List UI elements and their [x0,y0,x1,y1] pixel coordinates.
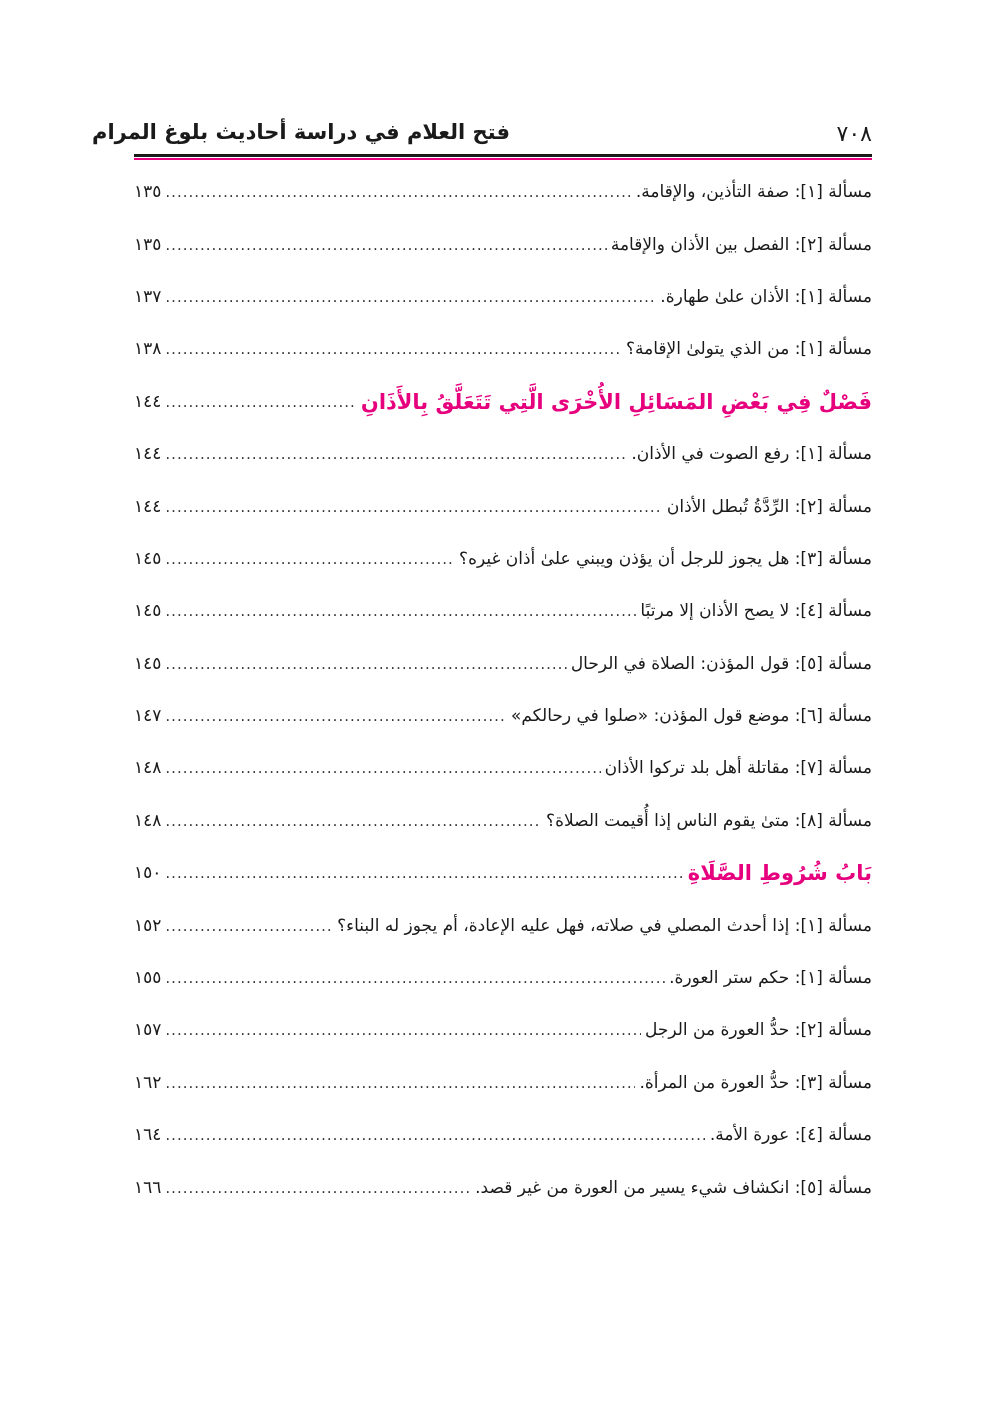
entry-title: مسألة [٧]: مقاتلة أهل بلد تركوا الأذان [604,758,872,779]
header-accent-rule [134,158,872,160]
entry-page-number: ١٤٧ [134,706,162,727]
entry-page-number: ١٤٥ [134,601,162,622]
dot-leader [165,1021,641,1039]
toc-entry [134,585,872,637]
toc-entry [134,166,872,218]
dot-leader [165,183,631,201]
dot-leader [165,655,566,673]
toc-entry [134,638,872,690]
dot-leader [165,498,662,516]
entry-title: مسألة [١]: إذا أحدث المصلي في صلاته، فهل عليه الإعادة، أم يجوز له البناء؟ [337,915,872,936]
dot-leader [165,288,656,306]
dot-leader [165,864,683,882]
dot-leader [165,393,356,411]
entry-page-number: ١٣٥ [134,234,162,255]
page-header [92,112,872,158]
table-of-contents [134,166,872,1214]
toc-entry [134,480,872,532]
toc-heading-entry [134,376,872,428]
dot-leader [165,1074,635,1092]
page-number: ٧٠٨ [836,122,872,147]
entry-title: مسألة [٣]: حدُّ العورة من المرأة. [639,1072,872,1093]
toc-entry [134,690,872,742]
entry-page-number: ١٥٧ [134,1020,162,1041]
toc-entry [134,323,872,375]
entry-title: مسألة [٢]: الرِّدَّةُ تُبطل الأذان [666,496,872,517]
entry-page-number: ١٤٨ [134,758,162,779]
toc-entry [134,952,872,1004]
dot-leader [165,1179,471,1197]
entry-title: مسألة [٦]: موضع قول المؤذن: «صلوا في رحالكم» [510,706,872,727]
entry-page-number: ١٣٧ [134,286,162,307]
entry-page-number: ١٥٠ [134,863,162,884]
toc-heading-entry [134,847,872,899]
dot-leader [165,236,606,254]
entry-title: مسألة [٨]: متىٰ يقوم الناس إذا أُقيمت الصلاة؟ [546,810,872,831]
entry-title: مسألة [١]: حكم ستر العورة. [669,968,872,989]
toc-entry [134,1057,872,1109]
entry-page-number: ١٦٦ [134,1177,162,1198]
toc-entry [134,271,872,323]
entry-title: بَابُ شُرُوطِ الصَّلَاةِ [687,861,872,886]
toc-entry [134,1161,872,1213]
toc-entry [134,428,872,480]
entry-page-number: ١٤٤ [134,444,162,465]
dot-leader [165,759,600,777]
entry-page-number: ١٦٢ [134,1072,162,1093]
entry-page-number: ١٣٥ [134,182,162,203]
entry-title: مسألة [٥]: انكشاف شيء يسير من العورة من غير قصد. [475,1177,872,1198]
entry-title: مسألة [٣]: هل يجوز للرجل أن يؤذن ويبني علىٰ أذان غيره؟ [459,548,872,569]
toc-entry [134,742,872,794]
dot-leader [165,445,627,463]
entry-title: مسألة [٤]: لا يصح الأذان إلا مرتبًا [640,601,872,622]
book-title: فتح العلام في دراسة أحاديث بلوغ المرام [92,120,510,144]
entry-title: فَصْلٌ فِي بَعْضِ المَسَائِلِ الأُخْرَى الَّتِي تَتَعَلَّقُ بِالأَذَانِ [360,389,872,414]
dot-leader [165,1126,705,1144]
entry-title: مسألة [٥]: قول المؤذن: الصلاة في الرحال [570,653,872,674]
toc-entry [134,1109,872,1161]
entry-page-number: ١٤٨ [134,810,162,831]
entry-title: مسألة [٤]: عورة الأمة. [709,1125,872,1146]
dot-leader [165,812,542,830]
toc-entry [134,218,872,270]
dot-leader [165,917,333,935]
toc-entry [134,533,872,585]
entry-title: مسألة [١]: الأذان علىٰ طهارة. [660,286,872,307]
toc-entry [134,1004,872,1056]
entry-title: مسألة [١]: صفة التأذين، والإقامة. [635,182,872,203]
header-rule [134,154,872,157]
entry-page-number: ١٣٨ [134,339,162,360]
dot-leader [165,602,636,620]
entry-title: مسألة [٢]: الفصل بين الأذان والإقامة [610,234,872,255]
entry-page-number: ١٤٤ [134,391,162,412]
dot-leader [165,340,622,358]
entry-title: مسألة [١]: من الذي يتولىٰ الإقامة؟ [625,339,872,360]
entry-page-number: ١٤٥ [134,548,162,569]
entry-page-number: ١٦٤ [134,1125,162,1146]
entry-title: مسألة [١]: رفع الصوت في الأذان. [631,444,872,465]
entry-page-number: ١٥٢ [134,915,162,936]
entry-title: مسألة [٢]: حدُّ العورة من الرجل [644,1020,872,1041]
dot-leader [165,969,665,987]
entry-page-number: ١٤٥ [134,653,162,674]
dot-leader [165,707,507,725]
entry-page-number: ١٥٥ [134,968,162,989]
dot-leader [165,550,455,568]
toc-entry [134,795,872,847]
toc-entry [134,899,872,951]
entry-page-number: ١٤٤ [134,496,162,517]
